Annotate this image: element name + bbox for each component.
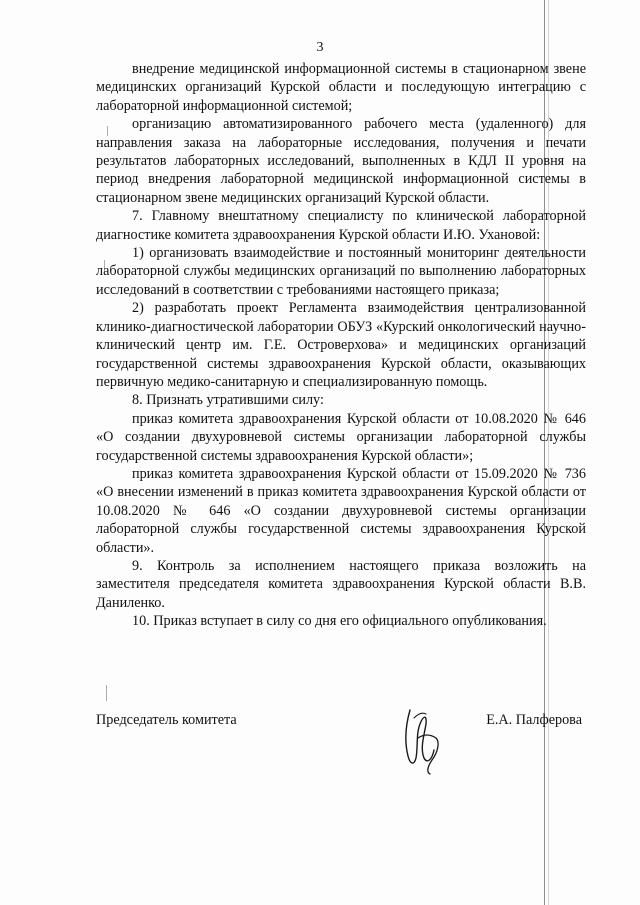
- paragraph-workstation: организацию автоматизированного рабочего места (удаленного) для направления заказа на лабораторные исследования, получения и печати результатов лабораторных исследований, выполненных в КДЛ II уровня на период внедрения лабораторной медицинской информационной системы в стационарном звене медицинских организаций Курской области.: [96, 116, 586, 206]
- signatory-title: Председатель комитета: [96, 712, 237, 728]
- paragraph-item-7-2: 2) разработать проект Регламента взаимодействия централизованной клинико-диагностической лаборатории ОБУЗ «Курский онкологический научно-клинический центр им. Г.Е. Островерхова» и медицинских организаций государственной системы здравоохранения Курской области, оказывающих первичную медико-санитарную и специализированную помощь.: [96, 300, 586, 390]
- paragraph-item-7: 7. Главному внештатному специалисту по клинической лабораторной диагностике комитета здравоохранения Курской области И.Ю. Ухановой:: [96, 208, 586, 243]
- signature-block: [96, 706, 586, 776]
- paragraph-order-646: приказ комитета здравоохранения Курской области от 10.08.2020 № 646 «О создании двухуровневой системы организации лабораторной службы государственной системы здравоохранения Курской области»;: [96, 410, 586, 464]
- paragraph-item-8: 8. Признать утратившими силу:: [132, 392, 324, 409]
- page-number: 3: [316, 40, 324, 55]
- handwritten-signature: [396, 704, 446, 776]
- paragraph-item-7-1: 1) организовать взаимодействие и постоянный мониторинг деятельности лабораторной службы медицинских организаций по выполнению лабораторных исследований в соответствии с требованиями настоящего приказа;: [96, 245, 586, 298]
- scan-artifact-mark: [106, 685, 107, 701]
- signatory-name: Е.А. Палферова: [486, 712, 582, 728]
- paragraph-mis-implementation: внедрение медицинской информационной системы в стационарном звене медицинских организаций Курской области и последующую интеграцию с лабораторной информационной системой;: [96, 61, 586, 114]
- paragraph-order-736: приказ комитета здравоохранения Курской области от 15.09.2020 № 736 «О внесении изменений в приказ комитета здравоохранения Курской области от 10.08.2020 № 646 «О создании двухуровневой системы организации лабораторной службы государственной системы здравоохранения Курской области».: [96, 465, 586, 556]
- paragraph-item-9: 9. Контроль за исполнением настоящего приказа возложить на заместителя председателя комитета здравоохранения Курской области В.В. Даниленко.: [96, 557, 586, 611]
- paragraph-item-10: 10. Приказ вступает в силу со дня его официального опубликования.: [132, 613, 547, 630]
- document-body: [96, 60, 586, 631]
